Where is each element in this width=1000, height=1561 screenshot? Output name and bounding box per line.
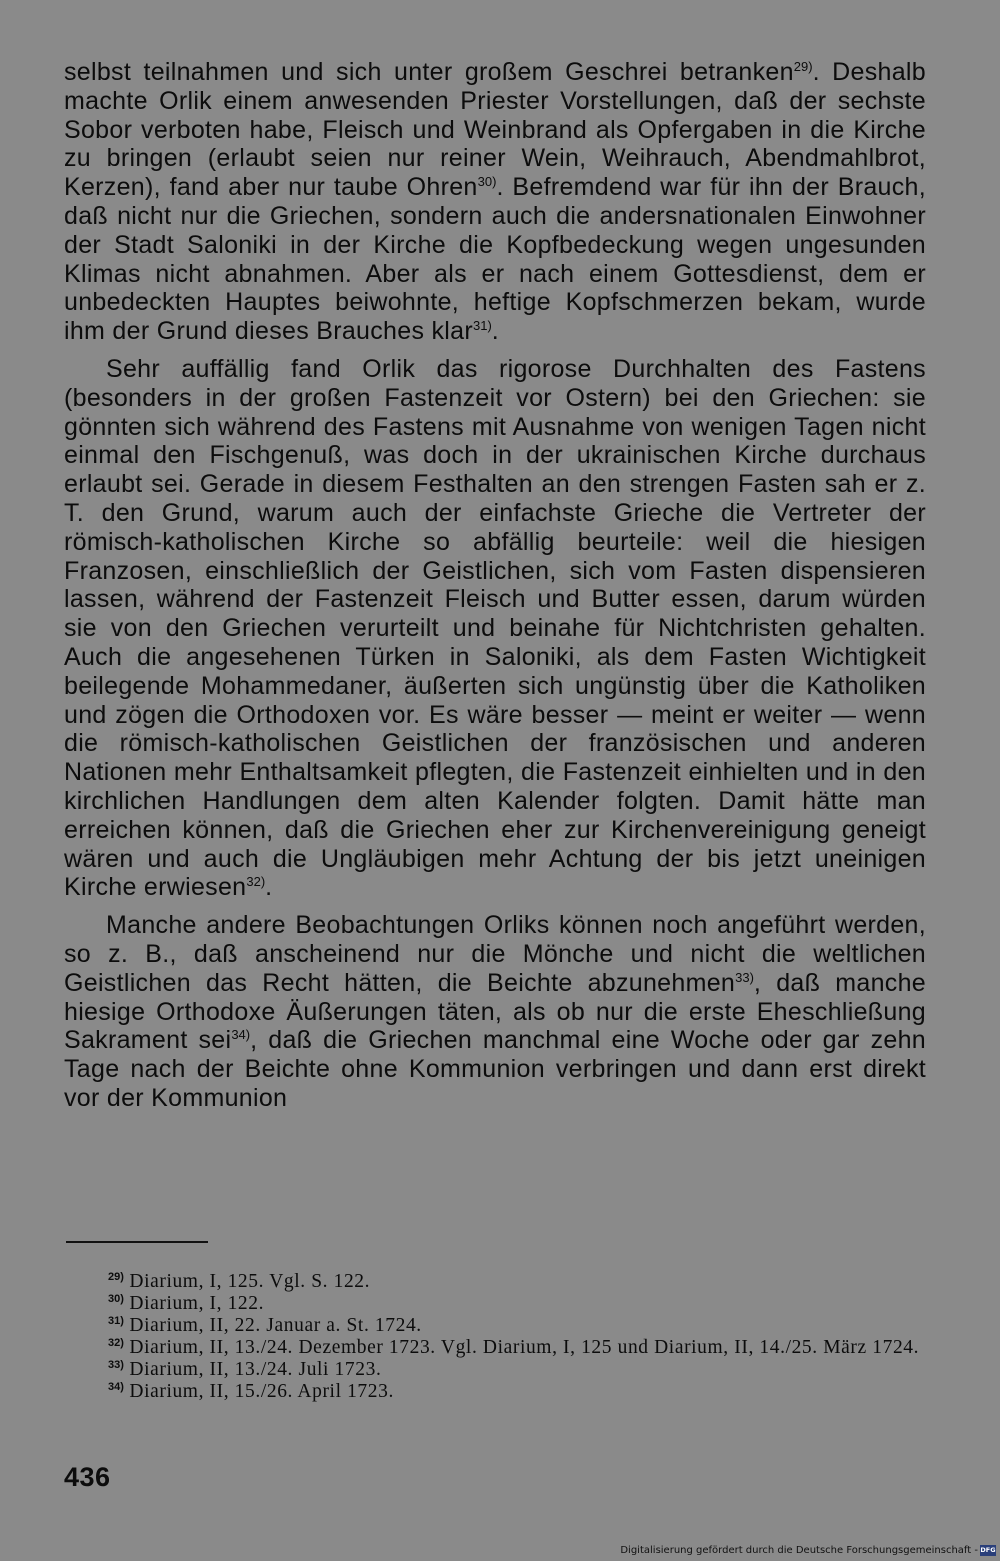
page-number: 436	[64, 1462, 111, 1492]
footnote-mark: 31)	[108, 1315, 124, 1327]
footnote-29	[64, 1271, 926, 1293]
text-segment: selbst teilnahmen und sich unter großem Geschrei betranken	[64, 58, 794, 86]
footnote-ref: 32)	[246, 874, 266, 890]
text-segment: , daß die Griechen manchmal eine Woche oder gar zehn Tage nach der Beichte ohne Kommunion verbringen und dann erst direkt vor der Kommunion	[64, 1026, 926, 1112]
footnote-text: Diarium, II, 13./24. Juli 1723.	[129, 1359, 382, 1380]
footnote-text: Diarium, I, 125. Vgl. S. 122.	[129, 1271, 371, 1292]
footnote-mark: 34)	[108, 1381, 124, 1393]
dfg-logo: DFG	[980, 1546, 996, 1554]
footnote-ref: 33)	[735, 969, 754, 985]
footnote-31	[64, 1315, 926, 1337]
footnote-mark: 33)	[108, 1359, 124, 1371]
footnote-30	[64, 1293, 926, 1315]
text-segment: . Befremdend war für ihn der Brauch, daß nicht nur die Griechen, sondern auch die andersnationalen Einwohner der Stadt Saloniki in der Kirche die Kopfbedeckung wegen ungesunden Klimas nicht abnahmen. Aber als er nach einem Gottesdienst, dem er unbedeckten Hauptes beiwohnte, heftige Kopfschmerzen bekam, wurde ihm der Grund dieses Brauches klar	[64, 173, 926, 346]
footnote-text: Diarium, I, 122.	[129, 1293, 265, 1314]
footnotes	[64, 1271, 926, 1403]
footnote-mark: 30)	[108, 1293, 124, 1305]
footnote-text: Diarium, II, 15./26. April 1723.	[129, 1381, 394, 1402]
text-segment: .	[491, 317, 500, 346]
paragraph-1	[64, 58, 926, 346]
text-segment: . Deshalb machte Orlik einem anwesenden Priester Vorstellungen, daß der sechste Sobor verboten habe, Fleisch und Weinbrand als Opfergaben in die Kirche zu bringen (erlaubt seien nur reiner Wein, Weihrauch, Abendmahlbrot, Kerzen), fand aber nur taube Ohren	[64, 58, 926, 202]
paragraph-2	[64, 355, 926, 902]
footnote-rule	[66, 1241, 208, 1243]
body-text	[64, 58, 926, 1113]
text-segment: Sehr auffällig fand Orlik das rigorose Durchhalten des Fastens (besonders in der großen Fastenzeit vor Ostern) bei den Griechen: sie gönnten sich während des Fastens mit Ausnahme von wenigen Tagen nicht einmal den Fischgenuß, was doch in der ukrainischen Kirche durchaus erlaubt sei. Gerade in diesem Festhalten an den strengen Fasten sah er z. T. den Grund, warum auch der einfachste Grieche die Vertreter der römisch-katholischen Kirche so abfällig beurteile: weil die hiesigen Franzosen, einschließlich der Geistlichen, sich vom Fasten dispensieren lassen, während der Fastenzeit Fleisch und Butter essen, darum würden sie von den Griechen verurteilt und beinahe für Nichtchristen gehalten. Auch die angesehenen Türken in Saloniki, als dem Fasten Wichtigkeit beilegende Mohammedaner, äußerten sich ungünstig über die Katholiken und zögen die Orthodoxen vor. Es wäre besser — meint er weiter — wenn die römisch-katholischen Geistlichen der französischen und anderen Nationen mehr Enthaltsamkeit pflegten, die Fastenzeit einhielten und in den kirchlichen Handlungen dem alten Kalender folgten. Damit hätte man erreichen können, daß die Griechen eher zur Kirchenvereinigung geneigt wären und auch die Ungläubigen mehr Achtung der bis jetzt uneinigen Kirche erwiesen	[64, 354, 926, 902]
digitization-credit: Digitalisierung gefördert durch die Deutsche Forschungsgemeinschaft -	[620, 1545, 978, 1556]
text-segment: , daß manche hiesige Orthodoxe Äußerungen täten, als ob nur die erste Eheschließung Sakrament sei	[64, 968, 926, 1055]
text-segment: .	[265, 873, 273, 902]
footnote-34	[64, 1381, 926, 1403]
footnote-32	[64, 1337, 926, 1359]
footnote-33	[64, 1359, 926, 1381]
footnote-ref: 34)	[231, 1027, 251, 1043]
footnote-mark: 32)	[108, 1337, 124, 1349]
paragraph-3	[64, 911, 926, 1113]
footnote-text: Diarium, II, 22. Januar a. St. 1724.	[129, 1315, 422, 1336]
footnote-mark: 29)	[108, 1271, 124, 1283]
footnote-ref: 31)	[473, 318, 492, 334]
text-segment: Manche andere Beobachtungen Orliks können noch angeführt werden, so z. B., daß anscheinend nur die Mönche und nicht die weltlichen Geistlichen das Recht hätten, die Beichte abzunehmen	[64, 911, 926, 997]
footnote-ref: 30)	[477, 174, 497, 190]
footnote-text: Diarium, II, 13./24. Dezember 1723. Vgl. Diarium, I, 125 und Diarium, II, 14./25. März 1724.	[129, 1337, 920, 1358]
footnote-ref: 29)	[793, 59, 813, 74]
